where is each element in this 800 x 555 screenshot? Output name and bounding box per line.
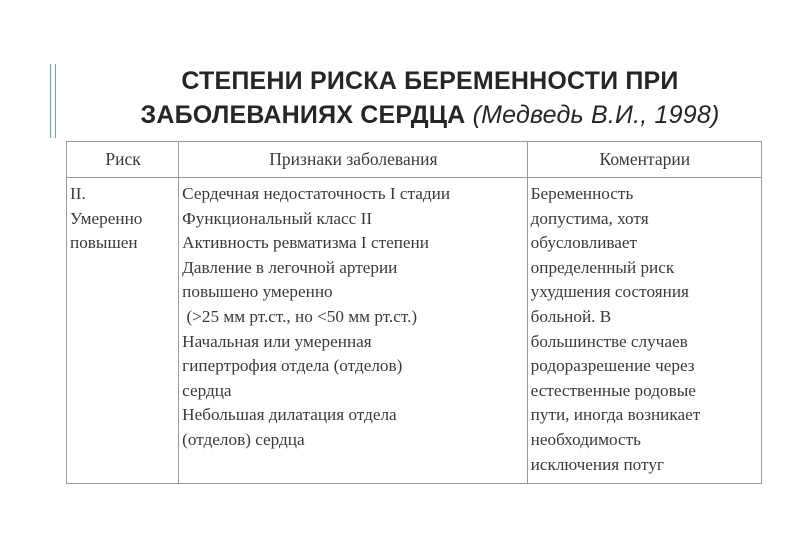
sign-line: Активность ревматизма I степени	[182, 233, 429, 253]
comment-line: родоразрешение через	[530, 356, 695, 376]
slide-title	[70, 64, 790, 132]
sign-line: (>25 мм рт.ст., но <50 мм рт.ст.)	[182, 306, 418, 326]
header-risk: Риск	[67, 142, 179, 178]
title-line-2-main: ЗАБОЛЕВАНИЯХ СЕРДЦА	[140, 101, 466, 129]
comment-line: больной. В	[530, 306, 612, 326]
sign-line: сердца	[182, 380, 232, 400]
sign-line: Сердечная недостаточность I стадии	[182, 184, 451, 203]
comment-line: большинстве случаев	[530, 331, 688, 351]
comment-line: необходимость	[530, 429, 642, 449]
title-line-1: СТЕПЕНИ РИСКА БЕРЕМЕННОСТИ ПРИ	[181, 67, 679, 95]
risk-line: повышен	[70, 233, 138, 253]
comment-line: допустима, хотя	[530, 208, 649, 228]
cell-signs	[179, 178, 528, 484]
title-citation: (Медведь В.И., 1998)	[472, 101, 720, 129]
sign-line: Давление в легочной артерии	[182, 257, 398, 277]
risk-table	[66, 141, 762, 484]
table-header-row	[67, 142, 762, 178]
sign-line: Функциональный класс II	[182, 208, 373, 228]
cell-risk	[67, 178, 179, 484]
sign-line: повышено умеренно	[182, 282, 333, 302]
cell-comments	[527, 178, 761, 484]
risk-line: Умеренно	[70, 208, 143, 228]
comment-line: пути, иногда возникает	[530, 405, 701, 425]
sign-line: Начальная или умеренная	[182, 331, 372, 351]
header-comments: Коментарии	[527, 142, 761, 178]
comment-line: Беременность	[530, 184, 634, 203]
sign-line: (отделов) сердца	[182, 429, 305, 449]
risk-line: II.	[70, 184, 86, 203]
comment-line: ухудшения состояния	[530, 282, 689, 302]
comment-line: естественные родовые	[530, 380, 696, 400]
comment-line: обусловливает	[530, 233, 638, 253]
sign-line: гипертрофия отдела (отделов)	[182, 356, 403, 376]
comment-line: определенный риск	[530, 257, 675, 277]
table-row	[67, 178, 762, 484]
comment-line: исключения потуг	[530, 454, 664, 474]
title-accent-bar	[50, 64, 56, 138]
sign-line: Небольшая дилатация отдела	[182, 405, 397, 425]
header-signs: Признаки заболевания	[179, 142, 528, 178]
title-line-2	[70, 98, 790, 132]
